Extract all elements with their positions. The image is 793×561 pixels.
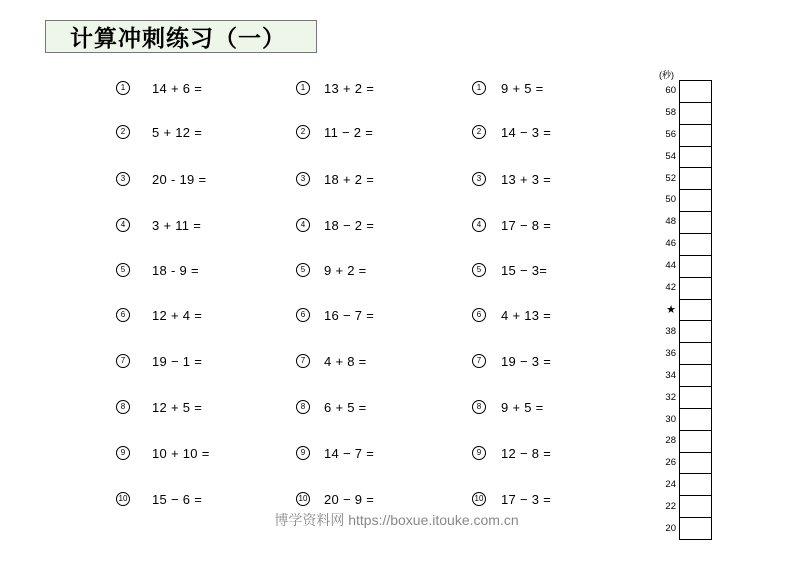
timer-cell[interactable]	[680, 321, 711, 343]
problem-row	[296, 487, 456, 511]
timer-second-label: 30	[665, 413, 676, 425]
timer-second-label: 26	[665, 457, 676, 469]
problem-row	[296, 258, 456, 282]
problem-row	[116, 349, 276, 373]
problem-row	[296, 120, 456, 144]
problem-row	[296, 167, 456, 191]
problem-number: 3	[116, 172, 130, 186]
problem-number: 10	[472, 492, 486, 506]
problem-expression: 20 − 9 =	[324, 491, 375, 507]
problem-expression: 14 − 7 =	[324, 445, 375, 461]
problem-number: 1	[296, 81, 310, 95]
problem-number: 6	[296, 308, 310, 322]
problem-row	[296, 349, 456, 373]
problem-row	[116, 487, 276, 511]
problem-number: 7	[116, 354, 130, 368]
problem-number: 5	[116, 263, 130, 277]
problem-row	[296, 213, 456, 237]
problem-number: 4	[116, 218, 130, 232]
problem-row	[116, 76, 276, 100]
problem-row	[116, 395, 276, 419]
problem-expression: 11 − 2 =	[324, 124, 374, 140]
timer-second-label: 28	[665, 435, 676, 447]
problem-number: 4	[296, 218, 310, 232]
problem-expression: 15 − 3=	[501, 262, 548, 278]
timer-second-label: 56	[665, 128, 676, 140]
problem-expression: 20 - 19 =	[152, 171, 207, 187]
timer-unit-label: (秒)	[659, 70, 674, 80]
problem-number: 3	[296, 172, 310, 186]
timer-cell[interactable]	[680, 409, 711, 431]
timer-cell[interactable]	[680, 387, 711, 409]
problem-number: 5	[472, 263, 486, 277]
problem-number: 10	[296, 492, 310, 506]
worksheet-title: 计算冲刺练习（一）	[45, 20, 317, 53]
problem-number: 8	[472, 400, 486, 414]
problem-number: 2	[116, 125, 130, 139]
problem-number: 8	[116, 400, 130, 414]
problem-expression: 19 − 1 =	[152, 353, 203, 369]
timer-second-label: 44	[665, 260, 676, 272]
problem-expression: 5 + 12 =	[152, 124, 203, 140]
timer-second-label: 32	[665, 391, 676, 403]
timer-second-label: 50	[665, 194, 676, 206]
problem-row	[116, 258, 276, 282]
problem-number: 6	[116, 308, 130, 322]
timer-cell[interactable]	[680, 474, 711, 496]
problem-number: 1	[116, 81, 130, 95]
problem-expression: 18 − 2 =	[324, 217, 375, 233]
problem-number: 9	[472, 446, 486, 460]
timer-cell[interactable]	[680, 147, 711, 169]
problem-row	[472, 303, 632, 327]
timer-cell[interactable]	[680, 453, 711, 475]
problem-row	[296, 303, 456, 327]
timer-second-label: 60	[665, 84, 676, 96]
problem-row	[472, 213, 632, 237]
timer-cell[interactable]	[680, 278, 711, 300]
problem-row	[116, 441, 276, 465]
problem-row	[116, 213, 276, 237]
timer-second-label: 22	[665, 501, 676, 513]
problem-number: 2	[472, 125, 486, 139]
timer-grid	[679, 80, 712, 540]
problem-expression: 4 + 13 =	[501, 307, 552, 323]
problem-expression: 10 + 10 =	[152, 445, 210, 461]
problem-expression: 3 + 11 =	[152, 217, 202, 233]
problem-number: 6	[472, 308, 486, 322]
problem-number: 3	[472, 172, 486, 186]
timer-second-label: 36	[665, 347, 676, 359]
timer-cell[interactable]	[680, 256, 711, 278]
problem-number: 9	[296, 446, 310, 460]
timer-cell[interactable]	[680, 212, 711, 234]
timer-cell[interactable]	[680, 125, 711, 147]
problem-number: 7	[472, 354, 486, 368]
timer-second-label: 20	[665, 523, 676, 535]
timer-cell[interactable]	[680, 190, 711, 212]
problem-row	[116, 167, 276, 191]
problem-number: 5	[296, 263, 310, 277]
problem-expression: 16 − 7 =	[324, 307, 375, 323]
problem-number: 9	[116, 446, 130, 460]
timer-second-label: 46	[665, 238, 676, 250]
timer-second-label: 24	[665, 479, 676, 491]
problem-number: 7	[296, 354, 310, 368]
timer-cell[interactable]	[680, 81, 711, 103]
timer-second-label: 38	[665, 325, 676, 337]
timer-second-label: 52	[665, 172, 676, 184]
problem-expression: 12 − 8 =	[501, 445, 552, 461]
problem-expression: 12 + 5 =	[152, 399, 203, 415]
problem-row	[116, 120, 276, 144]
problem-row	[116, 303, 276, 327]
timer-cell[interactable]	[680, 365, 711, 387]
timer-second-label: 42	[665, 282, 676, 294]
timer-cell[interactable]	[680, 431, 711, 453]
timer-second-label: 34	[665, 369, 676, 381]
problem-row	[472, 441, 632, 465]
problem-row	[472, 120, 632, 144]
problem-row	[296, 441, 456, 465]
problem-expression: 12 + 4 =	[152, 307, 203, 323]
problem-expression: 9 + 5 =	[501, 80, 544, 96]
problem-row	[296, 395, 456, 419]
timer-star-marker: ★	[666, 304, 676, 316]
problem-number: 4	[472, 218, 486, 232]
problem-number: 10	[116, 492, 130, 506]
problem-expression: 9 + 2 =	[324, 262, 367, 278]
timer-cell[interactable]	[680, 343, 711, 365]
timer-second-label: 54	[665, 150, 676, 162]
problem-expression: 18 - 9 =	[152, 262, 199, 278]
timer-second-label: 58	[665, 106, 676, 118]
problem-expression: 4 + 8 =	[324, 353, 367, 369]
problem-expression: 14 − 3 =	[501, 124, 552, 140]
timer-cell[interactable]	[680, 300, 711, 322]
problem-expression: 17 − 3 =	[501, 491, 552, 507]
problem-expression: 9 + 5 =	[501, 399, 544, 415]
problem-expression: 13 + 2 =	[324, 80, 375, 96]
timer-cell[interactable]	[680, 168, 711, 190]
problem-row	[472, 258, 632, 282]
timer-cell[interactable]	[680, 103, 711, 125]
problem-expression: 18 + 2 =	[324, 171, 375, 187]
problem-row	[472, 395, 632, 419]
problem-expression: 6 + 5 =	[324, 399, 367, 415]
problem-row	[472, 349, 632, 373]
timer-cell[interactable]	[680, 234, 711, 256]
problem-row	[472, 76, 632, 100]
problem-row	[472, 167, 632, 191]
problem-expression: 17 − 8 =	[501, 217, 552, 233]
problem-number: 2	[296, 125, 310, 139]
problem-row	[472, 487, 632, 511]
footer-watermark: 博学资料网 https://boxue.itouke.com.cn	[274, 512, 519, 528]
problem-expression: 19 − 3 =	[501, 353, 552, 369]
problem-number: 8	[296, 400, 310, 414]
problem-number: 1	[472, 81, 486, 95]
timer-second-label: 48	[665, 216, 676, 228]
problem-expression: 15 − 6 =	[152, 491, 203, 507]
problem-expression: 14 + 6 =	[152, 80, 203, 96]
problem-expression: 13 + 3 =	[501, 171, 552, 187]
problem-row	[296, 76, 456, 100]
